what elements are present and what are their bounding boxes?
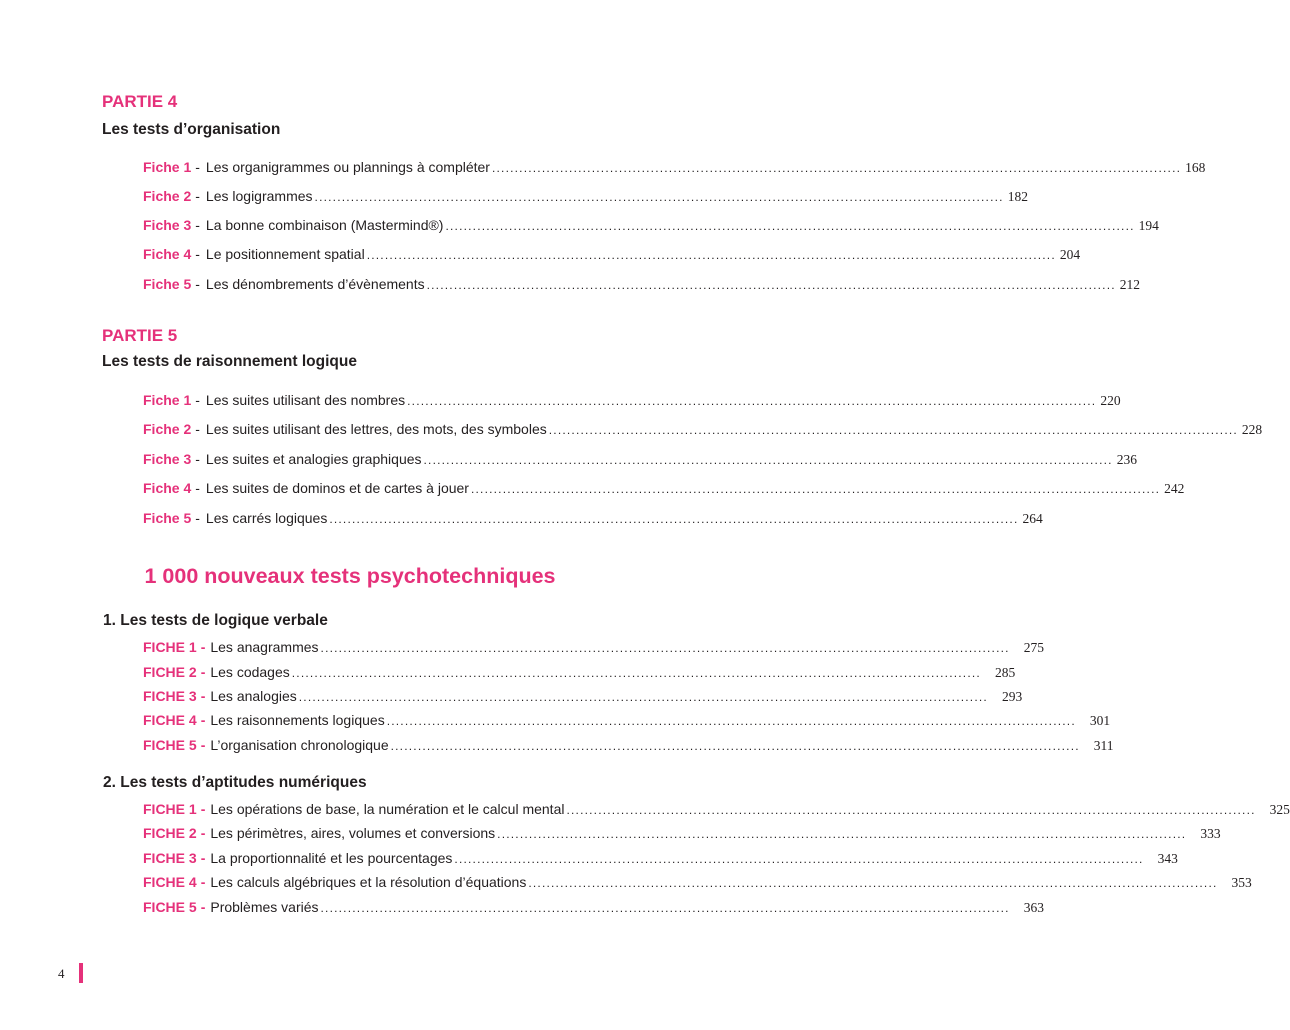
page-number: 204 [1059, 247, 1081, 262]
fiche-label: Fiche 5 [143, 510, 192, 526]
entry-title: Les raisonnements logiques [210, 712, 385, 728]
toc-entry[interactable] [143, 510, 1043, 527]
toc-entry[interactable] [143, 688, 1023, 705]
dot-leader: ........................................................................................................................................................ [329, 512, 1019, 526]
fiche-label: FICHE 3 [143, 850, 197, 866]
entry-title: L’organisation chronologique [210, 737, 389, 753]
part4-label: PARTIE 4 [102, 92, 178, 111]
separator: - [200, 737, 206, 753]
dot-leader: ........................................................................................................................................................ [426, 278, 1116, 292]
page-number: 343 [1157, 851, 1178, 866]
dot-leader: ........................................................................................................................................................ [491, 161, 1182, 175]
page-number: 228 [1241, 422, 1263, 437]
fiche-label: FICHE 2 [143, 825, 197, 841]
fiche-label: FICHE 2 [143, 664, 197, 680]
page-number: 264 [1022, 511, 1043, 526]
entry-title: Les calculs algébriques et la résolution d’équations [210, 874, 527, 890]
fiche-label: Fiche 4 [143, 246, 192, 262]
separator: - [195, 217, 200, 233]
page-number: 212 [1119, 277, 1141, 292]
entry-title: Les dénombrements d’évènements [205, 276, 425, 292]
separator: - [195, 451, 200, 467]
fiche-label: Fiche 3 [143, 451, 192, 467]
separator: - [200, 712, 206, 728]
separator: - [200, 664, 206, 680]
folio-page-number: 4 [58, 966, 65, 981]
folio-accent-bar [79, 963, 83, 983]
toc-entry[interactable] [143, 874, 1252, 891]
section-title: 2. Les tests d’aptitudes numériques [103, 774, 367, 791]
dot-leader: ........................................................................................................................................................ [366, 248, 1056, 262]
dot-leader: ........................................................................................................................................................ [314, 190, 1004, 204]
dot-leader: ........................................................................................................................................................ [320, 901, 1010, 915]
toc-entry[interactable] [143, 664, 1016, 681]
toc-entry[interactable] [143, 737, 1114, 754]
dot-leader: ........................................................................................................................................................ [386, 714, 1076, 728]
fiche-label: Fiche 1 [143, 159, 192, 175]
entry-title: La bonne combinaison (Mastermind®) [205, 217, 444, 233]
part4-title: Les tests d’organisation [102, 121, 281, 138]
dot-leader: ........................................................................................................................................................ [298, 690, 988, 704]
separator: - [195, 188, 200, 204]
separator: - [195, 392, 200, 408]
toc-entry[interactable] [143, 217, 1159, 234]
page-number: 182 [1007, 189, 1028, 204]
fiche-label: Fiche 5 [143, 276, 192, 292]
entry-title: Les logigrammes [205, 188, 313, 204]
toc-entry[interactable] [143, 451, 1137, 468]
toc-entry[interactable] [143, 421, 1263, 438]
separator: - [200, 688, 206, 704]
separator: - [195, 159, 200, 175]
separator: - [195, 510, 200, 526]
fiche-label: FICHE 4 [143, 874, 197, 890]
toc-entry[interactable] [143, 159, 1206, 176]
dot-leader: ........................................................................................................................................................ [320, 641, 1010, 655]
entry-title: Les anagrammes [210, 639, 319, 655]
page-number: 220 [1100, 393, 1121, 408]
dot-leader: ........................................................................................................................................................ [423, 453, 1113, 467]
page-number: 194 [1138, 218, 1159, 233]
dot-leader: ........................................................................................................................................................ [497, 827, 1187, 841]
page-number: 353 [1231, 875, 1252, 890]
toc-entry[interactable] [143, 480, 1185, 497]
page-number: 285 [994, 665, 1016, 680]
entry-title: Les organigrammes ou plannings à compléter [205, 159, 490, 175]
dot-leader: ........................................................................................................................................................ [291, 666, 981, 680]
entry-title: Les opérations de base, la numération et le calcul mental [210, 801, 565, 817]
fiche-label: FICHE 3 [143, 688, 197, 704]
entry-title: Problèmes variés [210, 899, 319, 915]
page-number: 236 [1116, 452, 1137, 467]
dot-leader: ........................................................................................................................................................ [470, 482, 1161, 496]
fiche-label: Fiche 3 [143, 217, 192, 233]
fiche-label: Fiche 2 [143, 188, 192, 204]
dot-leader: ........................................................................................................................................................ [407, 394, 1097, 408]
toc-entry[interactable] [143, 825, 1221, 842]
separator: - [200, 874, 206, 890]
page-number: 311 [1093, 738, 1114, 753]
dot-leader: ........................................................................................................................................................ [528, 876, 1218, 890]
dot-leader: ........................................................................................................................................................ [454, 852, 1144, 866]
separator: - [200, 825, 206, 841]
toc-entry[interactable] [143, 801, 1290, 818]
part5-title: Les tests de raisonnement logique [102, 353, 357, 370]
separator: - [195, 276, 200, 292]
fiche-label: FICHE 5 [143, 899, 197, 915]
entry-title: Le positionnement spatial [205, 246, 365, 262]
page-number: 301 [1089, 713, 1111, 728]
page-number: 293 [1001, 689, 1023, 704]
toc-entry[interactable] [143, 392, 1121, 409]
dot-leader: ........................................................................................................................................................ [566, 803, 1256, 817]
entry-title: Les suites de dominos et de cartes à jouer [205, 480, 469, 496]
toc-entry[interactable] [143, 712, 1111, 729]
toc-entry[interactable] [143, 639, 1044, 656]
separator: - [200, 899, 206, 915]
toc-entry[interactable] [143, 276, 1141, 293]
separator: - [195, 480, 200, 496]
page-number: 168 [1185, 160, 1206, 175]
page-number: 275 [1023, 640, 1044, 655]
entry-title: Les périmètres, aires, volumes et conversions [210, 825, 496, 841]
fiche-label: FICHE 5 [143, 737, 197, 753]
toc-entry[interactable] [143, 899, 1044, 916]
fiche-label: FICHE 4 [143, 712, 197, 728]
entry-title: Les codages [210, 664, 290, 680]
fiche-label: FICHE 1 [143, 639, 197, 655]
dot-leader: ........................................................................................................................................................ [390, 739, 1080, 753]
entry-title: Les suites utilisant des lettres, des mots, des symboles [205, 421, 547, 437]
entry-title: Les suites et analogies graphiques [205, 451, 422, 467]
entry-title: Les suites utilisant des nombres [205, 392, 406, 408]
dot-leader: ........................................................................................................................................................ [548, 423, 1238, 437]
page-number: 242 [1164, 481, 1185, 496]
book2-heading: 1 000 nouveaux tests psychotechniques [144, 564, 556, 588]
toc-entry[interactable] [143, 188, 1028, 205]
entry-title: Les carrés logiques [205, 510, 328, 526]
toc-entry[interactable] [143, 246, 1081, 263]
separator: - [195, 421, 200, 437]
fiche-label: Fiche 1 [143, 392, 192, 408]
toc-entry[interactable] [143, 850, 1178, 867]
section-title: 1. Les tests de logique verbale [103, 612, 328, 629]
dot-leader: ........................................................................................................................................................ [445, 219, 1135, 233]
fiche-label: Fiche 2 [143, 421, 192, 437]
entry-title: Les analogies [210, 688, 297, 704]
separator: - [195, 246, 200, 262]
page-number: 325 [1269, 802, 1290, 817]
part5-label: PARTIE 5 [102, 326, 178, 345]
page-number: 333 [1200, 826, 1221, 841]
fiche-label: FICHE 1 [143, 801, 197, 817]
fiche-label: Fiche 4 [143, 480, 192, 496]
separator: - [200, 850, 206, 866]
entry-title: La proportionnalité et les pourcentages [210, 850, 453, 866]
page-number: 363 [1023, 900, 1044, 915]
separator: - [200, 639, 206, 655]
separator: - [200, 801, 206, 817]
